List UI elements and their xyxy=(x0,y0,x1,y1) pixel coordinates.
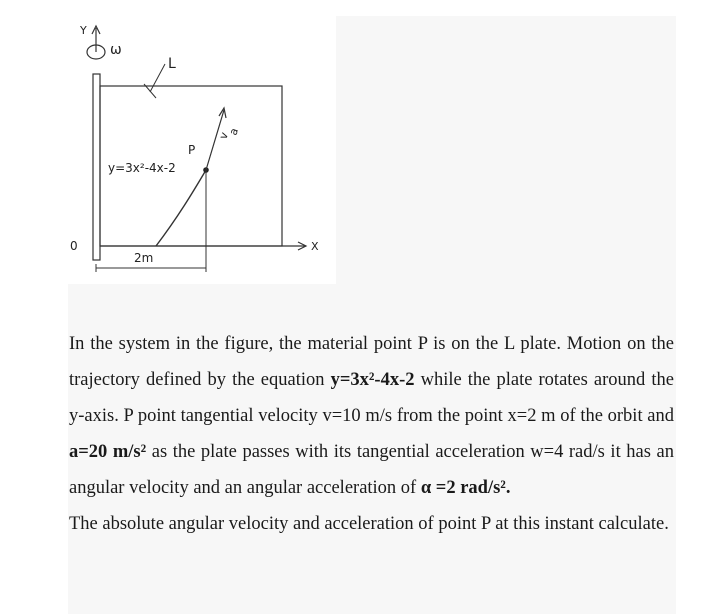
plate-pointer xyxy=(144,64,165,98)
origin-label: 0 xyxy=(70,239,78,253)
problem-statement xyxy=(69,326,674,542)
velocity-vector xyxy=(206,110,224,170)
equation-label: y=3x²-4x-2 xyxy=(108,161,176,175)
distance-label: 2m xyxy=(134,251,154,265)
problem-text-1: In the system in the figure, the material point P is on the L plate. Motion on the trajectory defined by the equation xyxy=(69,334,674,390)
velocity-label: v xyxy=(216,130,232,142)
mechanics-diagram xyxy=(68,12,336,284)
problem-paragraph-2: The absolute angular velocity and acceleration of point P at this instant calculate. xyxy=(69,514,669,534)
point-p-label: P xyxy=(188,143,196,157)
accel-label: a xyxy=(226,126,242,138)
omega-label: ω xyxy=(110,42,122,58)
equation-text: y=3x²-4x-2 xyxy=(330,370,415,390)
problem-text-3: as the plate passes with its tangential acceleration w=4 rad/s it has an angular velocity and an angular acceleration of xyxy=(69,442,674,498)
problem-figure xyxy=(68,12,336,284)
y-axis-label: Y xyxy=(80,24,87,37)
acceleration-text: a=20 m/s² xyxy=(69,442,147,462)
x-axis-label: X xyxy=(311,240,319,253)
angular-acceleration-text: α =2 rad/s². xyxy=(420,478,511,498)
problem-paragraph-1 xyxy=(69,326,674,506)
trajectory-curve xyxy=(156,170,206,246)
plate-label: L xyxy=(168,56,176,72)
shaft xyxy=(93,74,100,260)
problem-text-2: while the plate rotates around the y-axis. P point tangential velocity v=10 m/s from the point x=2 m of the orbit and xyxy=(69,370,674,426)
